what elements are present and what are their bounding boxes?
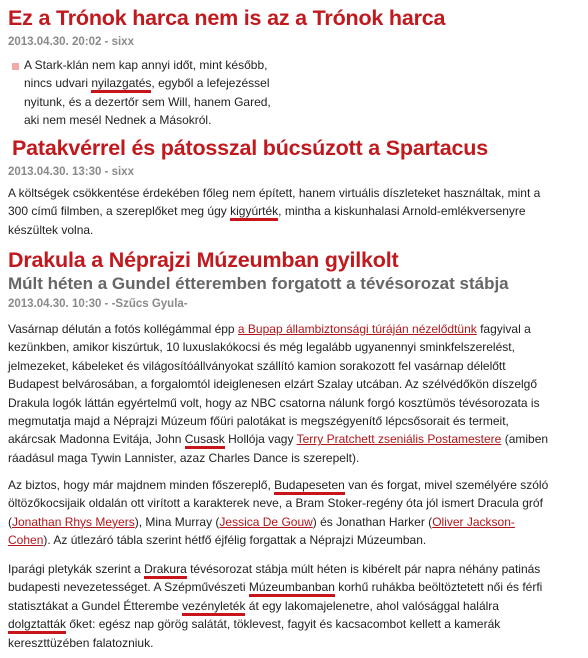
para-text: budapesti nevezetességet. A Szépművészeti bbox=[8, 580, 249, 595]
article-title[interactable]: Patakvérrel és pátosszal búcsúzott a Spartacus bbox=[12, 136, 488, 160]
highlighted-word: Drakura bbox=[144, 562, 187, 579]
oliver-jackson-cohen-link[interactable]: Oliver Jackson- bbox=[432, 514, 515, 529]
para-line: jelmezeket, kábeleket és világosítóállványokat szállító kamion sorakozott fel vasárnap délelőtt bbox=[8, 358, 506, 373]
highlighted-word: nyilazgatés bbox=[91, 76, 151, 93]
excerpt-line: A Stark-klán nem kap annyi időt, mint később, bbox=[24, 58, 268, 72]
highlighted-word: dolgztatták bbox=[8, 617, 66, 634]
bupap-tour-link[interactable]: a Bupap állambiztonsági túráján nézelődtünk bbox=[237, 322, 477, 336]
jessica-de-gouw-link[interactable]: Jessica De Gouw bbox=[219, 514, 313, 529]
oliver-jackson-cohen-link-cont[interactable]: Cohen bbox=[8, 533, 44, 548]
para-text: Iparági pletykák szerint a bbox=[8, 562, 145, 576]
excerpt-line: A költségek csökkentése érdekében főleg nem épített, hanem virtuális díszleteket használtak, mint a bbox=[8, 186, 541, 200]
para-line: öltözőkocsijaik oldalán ott virított a karakterek neve, a Bram Stoker-regény óta jól ismert Dracula gróf bbox=[8, 496, 543, 511]
para-text: van és forgat, mivel személyére szóló bbox=[344, 478, 549, 492]
para-text: ). Az útlezáró tábla szerint hétfő éjfélig forgattak a Néprajzi Múzeumban. bbox=[43, 533, 427, 548]
excerpt-text: , egyből a lefejezéssel bbox=[151, 76, 270, 91]
para-text: fagyival a bbox=[476, 322, 531, 336]
excerpt-line: készültek volna. bbox=[8, 222, 94, 237]
para-text: át egy lakomajelenetre, ahol valósággal halálra bbox=[245, 598, 499, 613]
excerpt-text: , mintha a kiskunhalasi Arnold-emlékversenyre bbox=[278, 204, 526, 219]
para-text: tévésorozat stábja múlt héten is kibérelt pár napra néhány patinás bbox=[186, 562, 541, 576]
excerpt-text: 300 című filmben, a szereplőket meg úgy bbox=[8, 204, 231, 219]
para-text: őket: egész nap görög salátát, töklevest, fagyit és kacsacombot kellett a kamerák bbox=[66, 617, 501, 632]
bullet-icon bbox=[12, 63, 19, 70]
article-paragraph-3 bbox=[8, 560, 586, 652]
highlighted-word: kigyúrték bbox=[230, 204, 278, 221]
para-text: ) és Jonathan Harker ( bbox=[312, 514, 433, 529]
para-line: Budapest belvárosában, a forgalomtól ideiglenesen elzárt Szalay utcában. Az szélvédőkön díszelgő bbox=[8, 377, 538, 392]
para-line: kezünkben, amikor kiszúrtuk, 10 luxuslakókocsi és még legalább ugyanennyi sminkfelszerelést, bbox=[8, 340, 515, 355]
para-line: ráadásul maga Tywin Lannister, azaz Charles Dance is szerepelt). bbox=[8, 450, 360, 465]
para-line: Drakula logók láttán egyértelmű volt, hogy az NBC csatorna nálunk forgó kosztümös tévésorozata is bbox=[8, 395, 540, 410]
article-paragraph-1 bbox=[8, 320, 586, 467]
excerpt-line: aki nem mesél Nednek a Másokról. bbox=[24, 113, 212, 128]
article-meta: 2013.04.30. 13:30 - sixx bbox=[8, 166, 134, 178]
para-text: ( bbox=[8, 514, 12, 529]
jonathan-rhys-meyers-link[interactable]: Jonathan Rhys Meyers bbox=[12, 514, 135, 529]
para-line: megmutatja majd a Néprajzi Múzeum főüri palotákat is megszégyenítő lépcsősorait és termeit, bbox=[8, 414, 509, 429]
article-title[interactable]: Drakula a Néprajzi Múzeumban gyilkolt bbox=[8, 248, 399, 272]
para-text: korhű ruhákba beöltöztetett női és férfi bbox=[334, 580, 543, 595]
para-text: akárcsak Madonna Evitája, John bbox=[8, 432, 185, 447]
article-excerpt bbox=[8, 184, 583, 239]
highlighted-word: Múzeumbanban bbox=[249, 580, 335, 597]
excerpt-text: nincs udvari bbox=[24, 76, 92, 91]
article-subtitle: Múlt héten a Gundel étteremben forgatott a tévésorozat stábja bbox=[8, 274, 509, 293]
article-excerpt bbox=[24, 56, 324, 130]
highlighted-word: Budapeseten bbox=[274, 478, 345, 495]
para-text: Vasárnap délután a fotós kollégámmal épp bbox=[8, 322, 238, 336]
highlighted-word: Cusask bbox=[185, 432, 225, 449]
article-title[interactable]: Ez a Trónok harca nem is az a Trónok harca bbox=[8, 6, 446, 30]
article-paragraph-2 bbox=[8, 476, 586, 550]
para-text: Az biztos, hogy már majdnem minden főszereplő, bbox=[8, 478, 275, 492]
excerpt-line: nyitunk, és a dezertőr sem Will, hanem Gared, bbox=[24, 94, 271, 109]
postamester-link[interactable]: Terry Pratchett zseniális Postamestere bbox=[296, 432, 502, 447]
article-meta: 2013.04.30. 20:02 - sixx bbox=[8, 36, 134, 48]
para-text: (amiben bbox=[501, 432, 549, 447]
para-text: statisztákat a Gundel Étterembe bbox=[8, 598, 183, 613]
highlighted-word: vezényleték bbox=[182, 599, 245, 616]
para-line: kereszttüzében falatozniuk. bbox=[8, 635, 154, 650]
para-text: ), Mina Murray ( bbox=[134, 514, 220, 529]
para-text: Hollója vagy bbox=[224, 432, 297, 447]
article-meta: 2013.04.30. 10:30 - -Szűcs Gyula- bbox=[8, 298, 188, 310]
